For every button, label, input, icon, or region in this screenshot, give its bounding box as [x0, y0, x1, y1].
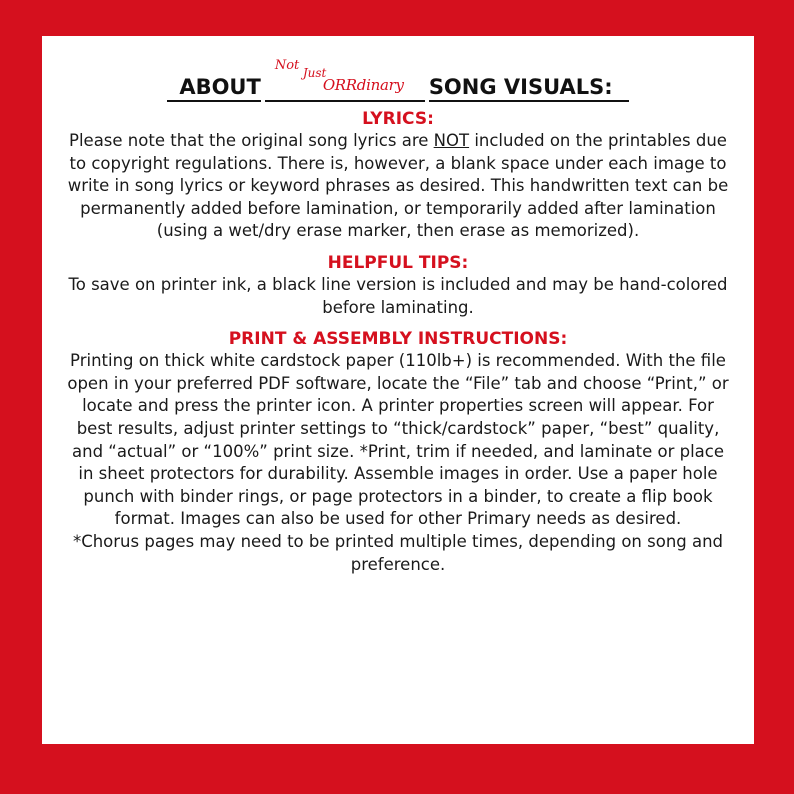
- brand-not: Not: [274, 58, 300, 73]
- tips-paragraph: To save on printer ink, a black line version is included and may be hand-colored before laminating.: [68, 274, 728, 317]
- print-heading: PRINT & ASSEMBLY INSTRUCTIONS:: [228, 329, 568, 350]
- lyrics-text-after: included on the printables due to copyright regulations. There is, however, a blank space under each image to write in song lyrics or keyword phrases as desired. This handwritten text can be permanently added before lamination, or temporarily added after lamination (using a wet/dry erase marker, then erase as memorized).: [67, 131, 729, 241]
- chorus-note: *Chorus pages may need to be printed multiple times, depending on song and preference.: [72, 531, 724, 574]
- document-body: [64, 108, 732, 576]
- lyrics-heading: LYRICS:: [362, 109, 434, 129]
- brand-logo: [265, 60, 425, 102]
- print-paragraph: Printing on thick white cardstock paper (110lb+) is recommended. With the file open in your preferred PDF software, locate the “File” tab and choose “Print,” or locate and press the printer icon. A printer properties screen will appear. For best results, adjust printer settings to “thick/cardstock” paper, “best” quality, and “actual” or “100%” print size. *Print, trim if needed, and laminate or place in sheet protectors for durability. Assemble images in order. Use a paper hole punch with binder rings, or page protectors in a binder, to create a flip book format. Images can also be used for other Primary needs as desired.: [67, 351, 729, 529]
- tips-heading: HELPFUL TIPS:: [327, 252, 469, 273]
- title-song-visuals: SONG VISUALS:: [429, 75, 629, 102]
- brand-just: Just: [302, 66, 327, 80]
- lyrics-emphasis: NOT: [433, 131, 470, 150]
- page-title: [42, 58, 754, 102]
- brand-ordinary: ORRdinary: [322, 76, 404, 94]
- lyrics-paragraph: [64, 130, 732, 243]
- lyrics-text-before: Please note that the original song lyrics are: [69, 131, 434, 150]
- info-card: [42, 36, 754, 744]
- title-about: ABOUT: [167, 75, 261, 102]
